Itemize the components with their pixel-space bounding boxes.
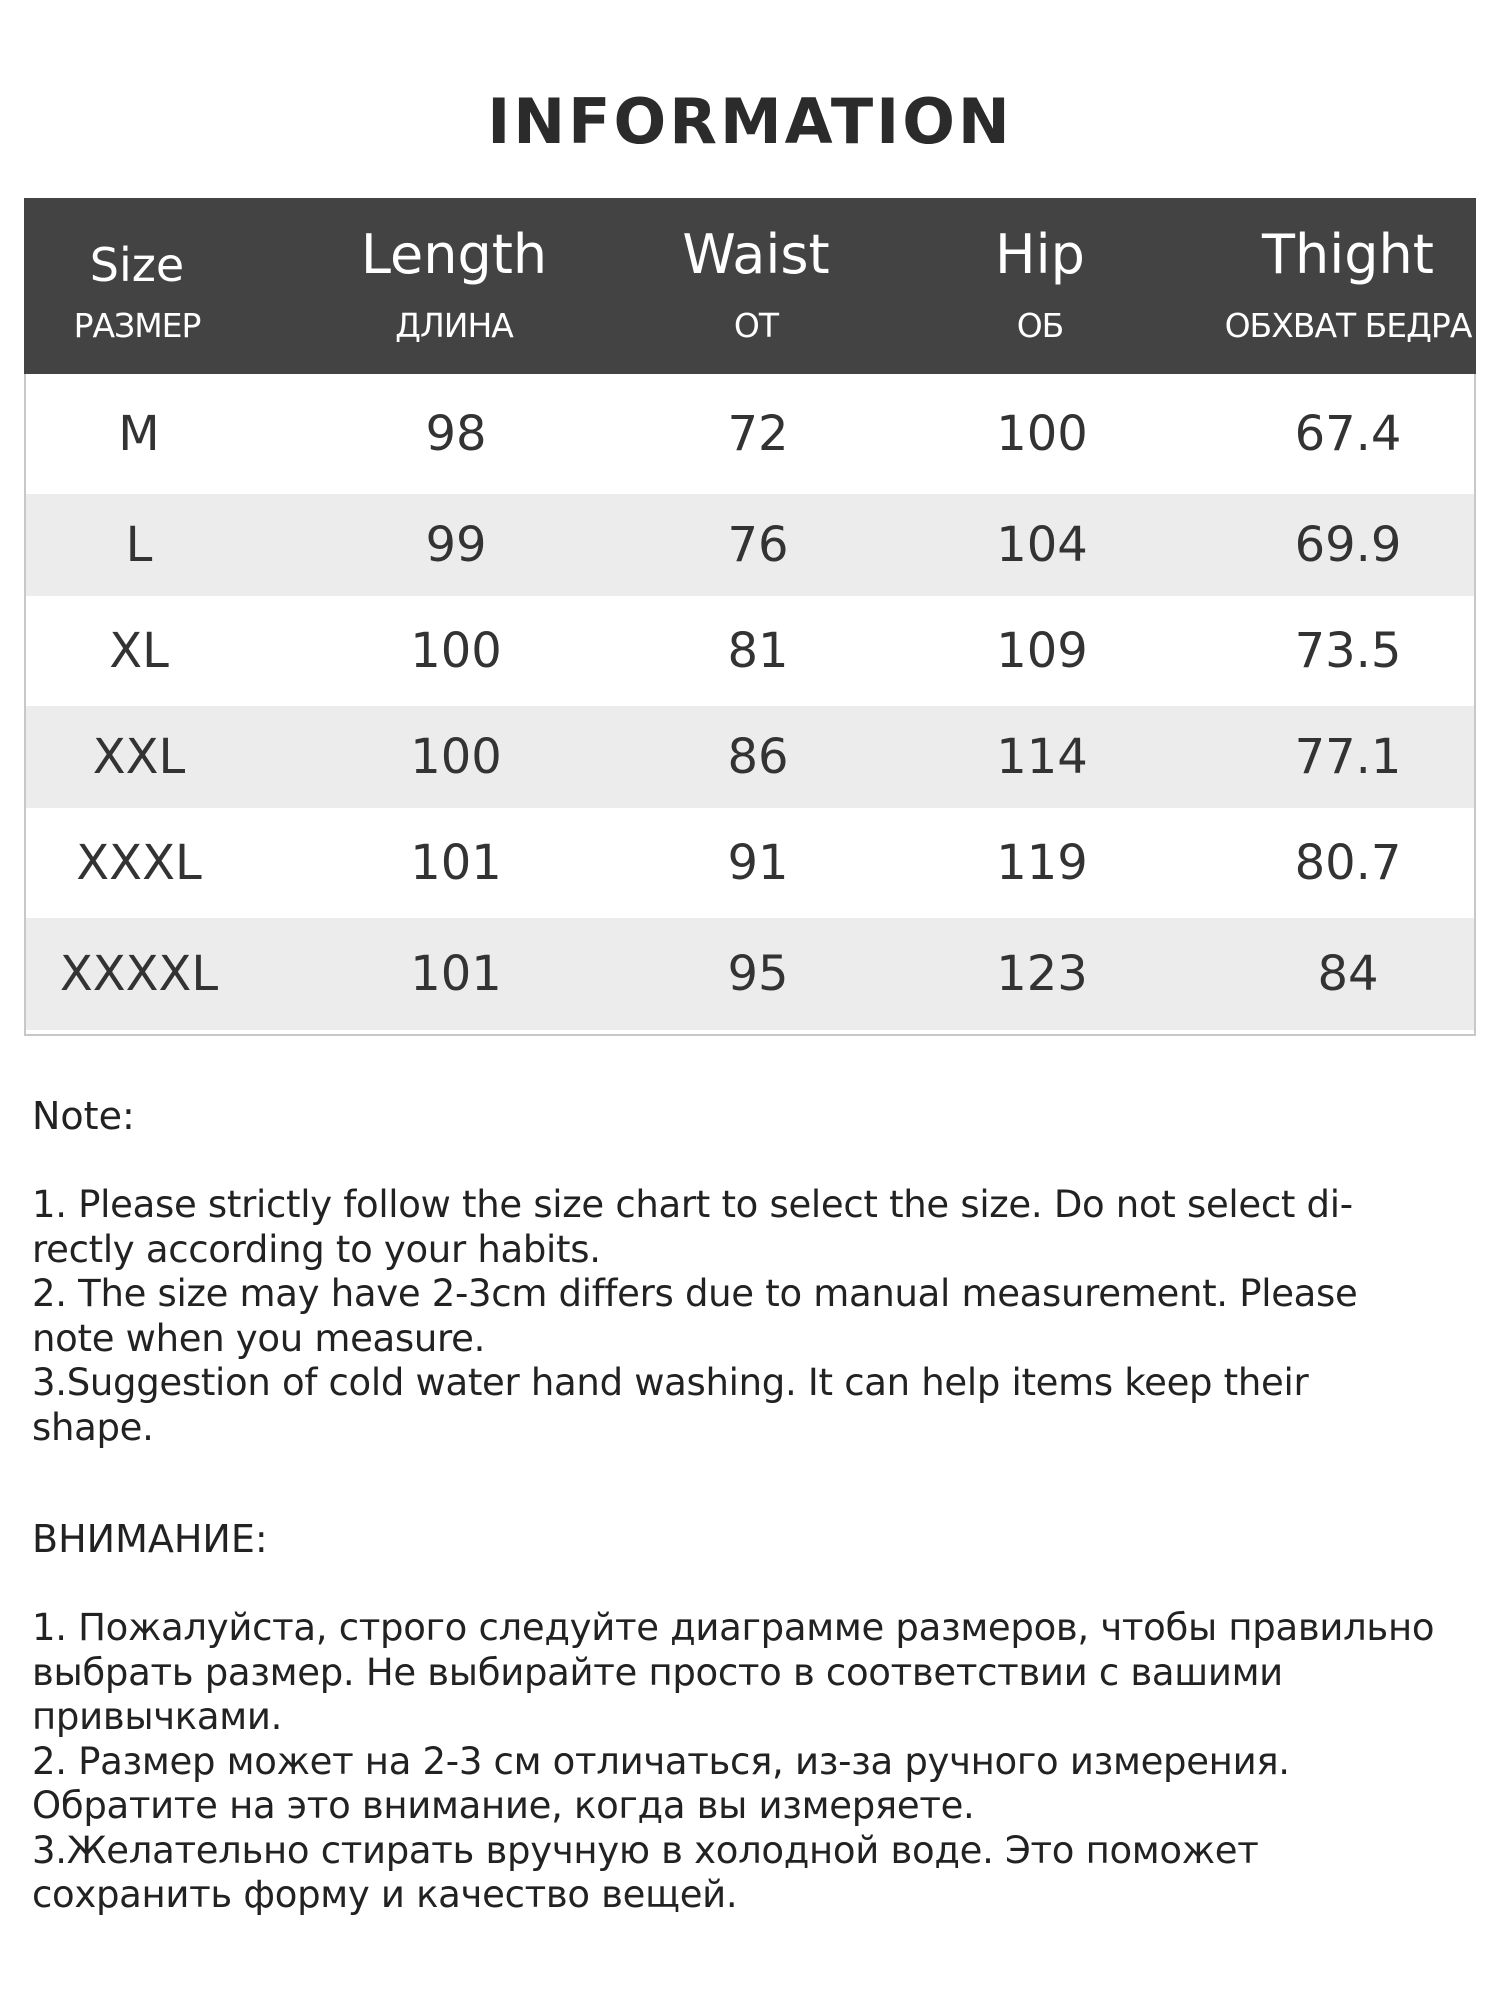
note-russian-heading: ВНИМАНИЕ: bbox=[32, 1517, 268, 1561]
header-hip bbox=[854, 198, 1226, 374]
cell-size: M bbox=[118, 406, 160, 462]
cell-hip: 100 bbox=[996, 406, 1088, 462]
table-row bbox=[26, 596, 1474, 706]
cell-length: 101 bbox=[410, 946, 502, 1002]
cell-thight: 77.1 bbox=[1294, 729, 1402, 785]
note-line: 2. The size may have 2-3cm differs due to manual measurement. Please bbox=[32, 1272, 1358, 1315]
header-waist-ru: ОТ bbox=[733, 306, 779, 345]
note-line: 2. Размер может на 2-3 см отличаться, из-за ручного измерения. bbox=[32, 1739, 1290, 1783]
header-size-en: Size bbox=[89, 238, 185, 292]
cell-length: 98 bbox=[425, 406, 487, 462]
note-line: привычками. bbox=[32, 1695, 283, 1738]
cell-size: L bbox=[125, 517, 153, 573]
cell-thight: 67.4 bbox=[1294, 406, 1402, 462]
note-english bbox=[32, 1093, 1472, 1450]
cell-length: 99 bbox=[425, 517, 487, 573]
table-row bbox=[26, 706, 1474, 808]
note-line: 1. Пожалуйста, строго следуйте диаграмме размеров, чтобы правильно bbox=[32, 1606, 1435, 1649]
header-length-en: Length bbox=[360, 223, 548, 286]
note-line: 1. Please strictly follow the size chart to select the size. Do not select di- bbox=[32, 1183, 1353, 1226]
header-hip-ru: ОБ bbox=[1016, 306, 1064, 345]
cell-waist: 95 bbox=[727, 946, 789, 1002]
table-row bbox=[26, 374, 1474, 494]
cell-hip: 109 bbox=[996, 623, 1088, 679]
cell-size: XL bbox=[109, 623, 169, 679]
header-size-ru: РАЗМЕР bbox=[73, 306, 201, 345]
cell-size: XXXL bbox=[76, 835, 202, 891]
header-thight-ru: ОБХВАТ БЕДРА bbox=[1224, 306, 1472, 345]
cell-hip: 114 bbox=[996, 729, 1088, 785]
note-line: выбрать размер. Не выбирайте просто в соответствии с вашими bbox=[32, 1650, 1283, 1694]
header-waist bbox=[658, 198, 854, 374]
cell-waist: 76 bbox=[727, 517, 789, 573]
note-line: rectly according to your habits. bbox=[32, 1227, 601, 1271]
cell-length: 100 bbox=[410, 623, 502, 679]
header-thight bbox=[1220, 198, 1476, 374]
note-english-heading: Note: bbox=[32, 1094, 135, 1138]
table-row bbox=[26, 494, 1474, 596]
header-hip-en: Hip bbox=[995, 223, 1085, 286]
header-thight-en: Thight bbox=[1262, 223, 1434, 286]
table-row bbox=[26, 808, 1474, 918]
note-line: 3.Suggestion of cold water hand washing. It can help items keep their bbox=[32, 1361, 1309, 1404]
note-line: note when you measure. bbox=[32, 1316, 486, 1360]
header-length-ru: ДЛИНА bbox=[395, 306, 513, 345]
cell-thight: 69.9 bbox=[1294, 517, 1402, 573]
cell-waist: 81 bbox=[727, 623, 789, 679]
cell-thight: 80.7 bbox=[1294, 835, 1402, 891]
size-chart-table bbox=[24, 198, 1476, 1036]
header-length bbox=[250, 198, 658, 374]
table-header bbox=[24, 198, 1476, 374]
note-line: Обратите на это внимание, когда вы измеряете. bbox=[32, 1784, 975, 1827]
cell-waist: 72 bbox=[727, 406, 789, 462]
cell-size: XXL bbox=[92, 729, 186, 785]
table-row bbox=[26, 918, 1474, 1030]
page-title: INFORMATION bbox=[487, 85, 1013, 158]
note-russian bbox=[32, 1516, 1472, 1918]
header-size bbox=[24, 198, 250, 374]
note-line: shape. bbox=[32, 1405, 154, 1449]
note-english-body bbox=[32, 1183, 1472, 1450]
note-line: 3.Желательно стирать вручную в холодной воде. Это поможет bbox=[32, 1828, 1259, 1872]
cell-thight: 73.5 bbox=[1294, 623, 1402, 679]
cell-length: 101 bbox=[410, 835, 502, 891]
cell-hip: 123 bbox=[996, 946, 1088, 1002]
cell-size: XXXXL bbox=[59, 946, 219, 1002]
header-waist-en: Waist bbox=[682, 223, 830, 286]
cell-waist: 91 bbox=[727, 835, 789, 891]
cell-hip: 104 bbox=[996, 517, 1088, 573]
note-russian-body bbox=[32, 1606, 1472, 1918]
cell-waist: 86 bbox=[727, 729, 789, 785]
note-line: сохранить форму и качество вещей. bbox=[32, 1873, 738, 1916]
cell-length: 100 bbox=[410, 729, 502, 785]
cell-hip: 119 bbox=[996, 835, 1088, 891]
cell-thight: 84 bbox=[1317, 946, 1379, 1002]
